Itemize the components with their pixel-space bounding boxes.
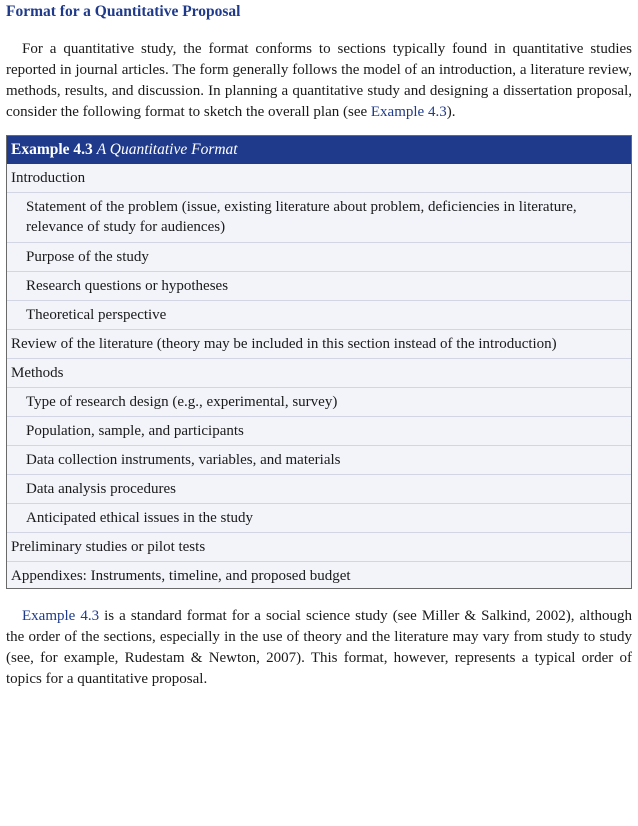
outline-item-research-design: Type of research design (e.g., experimental, survey) xyxy=(7,387,631,416)
outline-item-research-questions: Research questions or hypotheses xyxy=(7,271,631,300)
closing-text: is a standard format for a social science study (see Miller & Salkind, 2002), although the order of the sections, especially in the use of theory and the literature may vary from study to study (see, for example, Rudestam & Newton, 2007). This format, however, represents a typical order of topics for a quantitative proposal. xyxy=(6,608,632,687)
intro-text: For a quantitative study, the format conforms to sections typically found in quantitative studies reported in journal articles. The form generally follows the model of an introduction, a literature review, methods, results, and discussion. In planning a quantitative study and designing a dissertation proposal, consider the following format to sketch the overall plan (see xyxy=(6,41,632,120)
example-label: Example 4.3 xyxy=(11,141,93,158)
outline-item-population: Population, sample, and participants xyxy=(7,416,631,445)
outline-item-introduction: Introduction xyxy=(11,170,86,186)
outline-item-problem-statement: Statement of the problem (issue, existing literature about problem, deficiencies in literature, relevance of study for audiences) xyxy=(7,192,631,242)
example-title: A Quantitative Format xyxy=(96,141,238,158)
outline-item-appendixes: Appendixes: Instruments, timeline, and proposed budget xyxy=(7,561,631,590)
outline-item-data-collection: Data collection instruments, variables, and materials xyxy=(7,445,631,474)
outline-item-theoretical-perspective: Theoretical perspective xyxy=(7,300,631,329)
intro-tail: ). xyxy=(446,104,456,120)
outline-item-ethical-issues: Anticipated ethical issues in the study xyxy=(7,503,631,532)
example-box xyxy=(6,135,632,589)
outline-item-purpose: Purpose of the study xyxy=(7,242,631,271)
outline-item-literature-review: Review of the literature (theory may be included in this section instead of the introduction) xyxy=(7,329,631,358)
outline-item-methods: Methods xyxy=(7,358,631,387)
outline-item-pilot-tests: Preliminary studies or pilot tests xyxy=(7,532,631,561)
closing-paragraph xyxy=(6,606,632,690)
example-header xyxy=(7,136,631,164)
example-link[interactable]: Example 4.3 xyxy=(370,104,447,120)
outline-item-data-analysis: Data analysis procedures xyxy=(7,474,631,503)
closing-example-link[interactable]: Example 4.3 xyxy=(22,608,100,624)
section-heading: Format for a Quantitative Proposal xyxy=(6,3,241,20)
intro-paragraph xyxy=(6,39,632,123)
